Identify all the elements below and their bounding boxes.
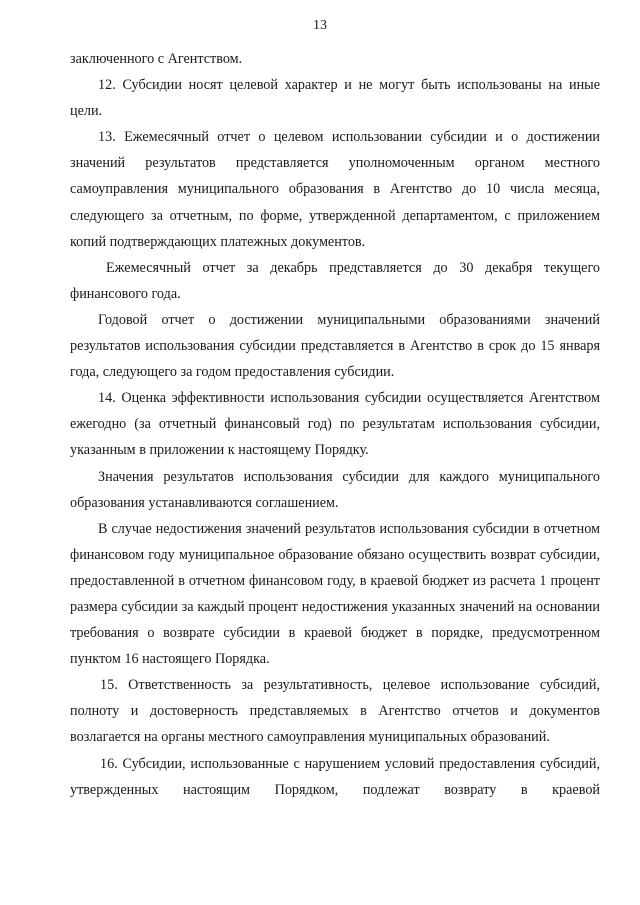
paragraph-annual-report: Годовой отчет о достижении муниципальными образованиями значений результатов использования субсидии представляется в Агентство в срок до 15 января года, следующего за годом предоставления субсидии. [70,311,600,381]
paragraph-result-values: Значения результатов использования субсидии для каждого муниципального образования устанавливаются соглашением. [70,468,600,511]
paragraph-non-achievement: В случае недостижения значений результатов использования субсидии в отчетном финансовом году муниципальное образование обязано осуществить возврат субсидии, предоставленной в отчетном финансовом году, в краевой бюджет из расчета 1 процент размера субсидии за каждый процент недостижения указанных значений на основании требования о возврате субсидии в краевой бюджет в порядке, предусмотренном пунктом 16 настоящего Порядка. [70,520,600,668]
paragraph-16: 16. Субсидии, использованные с нарушением условий предоставления субсидий, утвержденных настоящим Порядком, подлежат возврату в краевой [70,755,600,798]
paragraph-13: 13. Ежемесячный отчет о целевом использовании субсидии и о достижении значений результатов представляется уполномоченным органом местного самоуправления муниципального образования в Агентство до 10 числа месяца, следующего за отчетным, по форме, утвержденной департаментом, с приложением копий подтверждающих платежных документов. [70,129,600,250]
paragraph-14: 14. Оценка эффективности использования субсидии осуществляется Агентством ежегодно (за отчетный финансовый год) по результатам использования субсидии, указанным в приложении к настоящему Порядку. [70,390,600,459]
paragraph-monthly-report-december: Ежемесячный отчет за декабрь представляется до 30 декабря текущего финансового года. [70,259,600,302]
paragraph-15: 15. Ответственность за результативность, целевое использование субсидий, полноту и достоверность представляемых в Агентство отчетов и документов возлагается на органы местного самоуправления муниципальных образований. [70,677,600,746]
paragraph-continuation: заключенного с Агентством. [70,51,243,67]
document-body [70,46,600,803]
page-number: 13 [313,18,327,33]
paragraph-12: 12. Субсидии носят целевой характер и не могут быть использованы на иные цели. [70,77,600,120]
